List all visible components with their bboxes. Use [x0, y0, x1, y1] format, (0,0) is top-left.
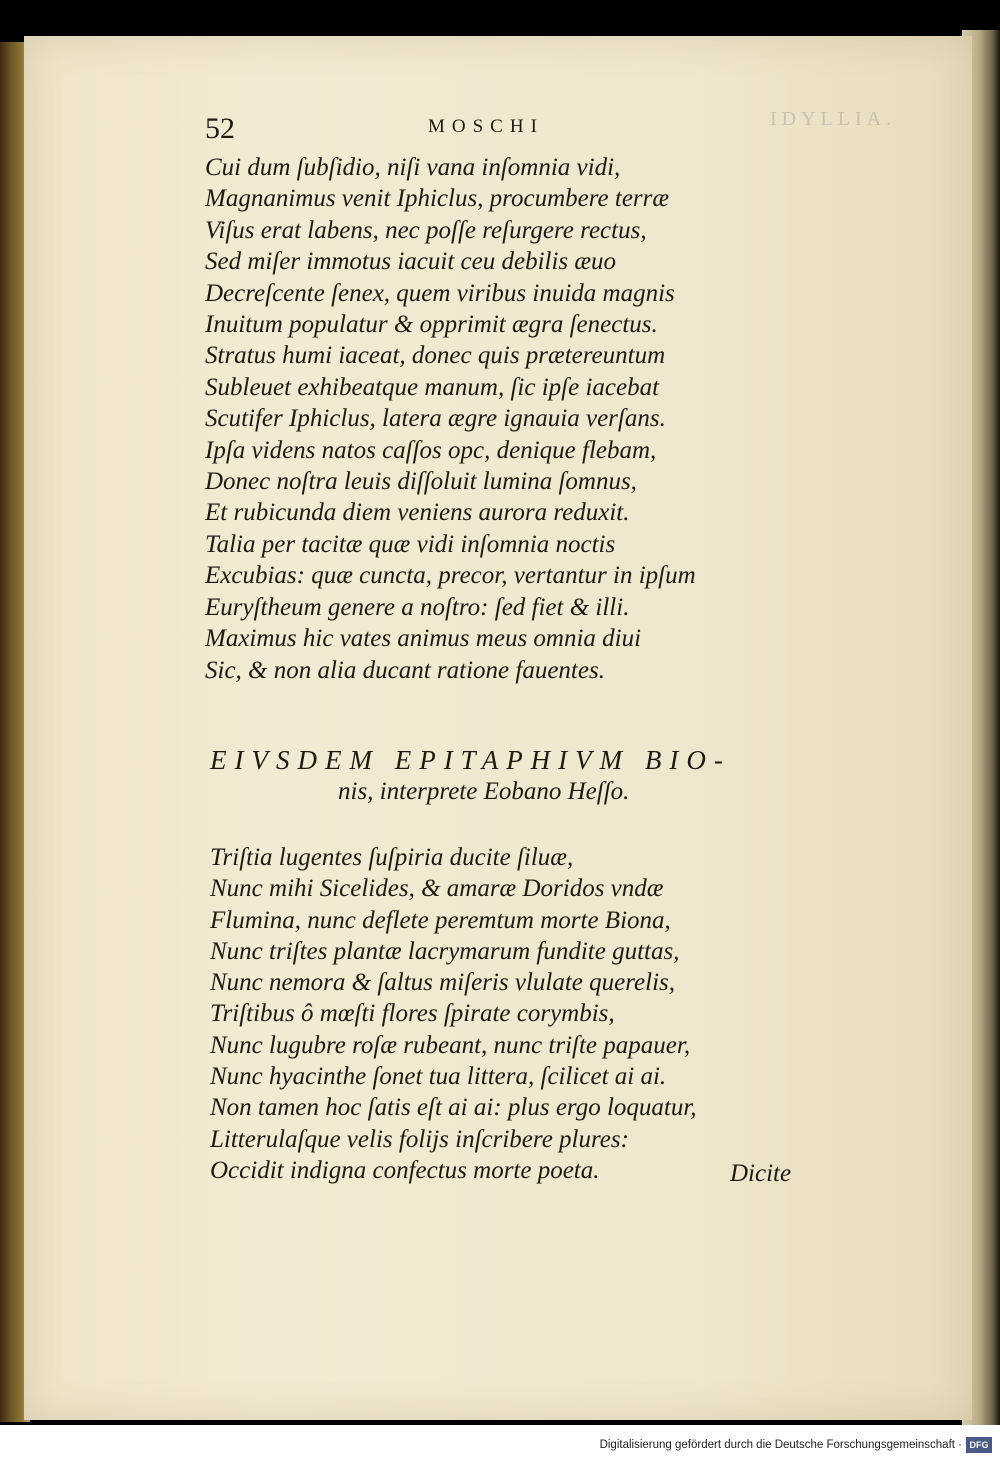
running-head: MOSCHI	[428, 116, 544, 137]
dfg-logo: DFG	[966, 1437, 992, 1453]
verse-line: Inuitum populatur & opprimit ægra ſenectus.	[205, 311, 658, 339]
section-heading	[210, 745, 810, 806]
verse-line: Cui dum ſubſidio, niſi vana inſomnia vidi,	[205, 154, 621, 181]
verse-line: Non tamen hoc ſatis eſt ai ai: plus ergo loquatur,	[210, 1094, 697, 1122]
verse-line: Et rubicunda diem veniens aurora reduxit.	[205, 499, 630, 527]
verse-line: Stratus humi iaceat, donec quis prætereuntum	[205, 342, 666, 370]
heading-line-two: nis, interprete Eobano Heſſo.	[338, 778, 630, 805]
verse-line: Sic, & non alia ducant ratione fauentes.	[205, 656, 605, 684]
verse-line: Ipſa videns natos caſſos opc, denique flebam,	[205, 436, 657, 464]
catchword: Dicite	[730, 1160, 792, 1187]
verse-block-two	[210, 842, 770, 1186]
verse-line: Triſtia lugentes ſuſpiria ducite ſiluæ,	[210, 844, 574, 871]
verse-line: Nunc triſtes plantæ lacrymarum fundite guttas,	[210, 937, 680, 965]
verse-line: Donec noſtra leuis diſſoluit lumina ſomnus,	[205, 468, 637, 496]
verse-line: Nunc mihi Sicelides, & amaræ Doridos vndæ	[210, 875, 664, 903]
verse-line: Sed miſer immotus iacuit ceu debilis æuo	[205, 248, 617, 276]
verse-line: Euryſtheum genere a noſtro: ſed fiet & illi.	[205, 593, 630, 621]
heading-line-one: EIVSDEM EPITAPHIVM BIO-	[210, 745, 731, 775]
verse-line: Viſus erat labens, nec poſſe reſurgere rectus,	[205, 216, 647, 244]
verse-line: Nunc hyacinthe ſonet tua littera, ſcilicet ai ai.	[210, 1063, 667, 1091]
verse-line: Scutifer Iphiclus, latera ægre ignauia verſans.	[205, 405, 666, 433]
verse-line: Talia per tacitæ quæ vidi inſomnia noctis	[205, 530, 616, 558]
funding-notice: Digitalisierung gefördert durch die Deutsche Forschungsgemeinschaft ·	[599, 1439, 962, 1451]
verse-line: Flumina, nunc deflete peremtum morte Biona,	[210, 906, 671, 934]
verse-line: Occidit indigna confectus morte poeta.	[210, 1156, 600, 1184]
verse-line: Triſtibus ô mœſti flores ſpirate corymbis,	[210, 1000, 615, 1028]
facing-page-running-head: IDYLLIA.	[770, 108, 897, 130]
verse-line: Nunc nemora & ſaltus miſeris vlulate querelis,	[210, 969, 676, 997]
verse-block-one	[205, 152, 765, 686]
verse-line: Litterulaſque velis folijs inſcribere plures:	[210, 1125, 629, 1153]
verse-line: Nunc lugubre roſæ rubeant, nunc triſte papauer,	[210, 1031, 691, 1059]
page-number: 52	[205, 112, 235, 145]
verse-line: Decreſcente ſenex, quem viribus inuida magnis	[205, 279, 675, 307]
verse-line: Excubias: quæ cuncta, precor, vertantur in ipſum	[205, 562, 696, 590]
verse-line: Subleuet exhibeatque manum, ſic ipſe iacebat	[205, 373, 660, 401]
verse-line: Magnanimus venit Iphiclus, procumbere terræ	[205, 185, 670, 213]
verse-line: Maximus hic vates animus meus omnia diui	[205, 625, 642, 653]
footer-bar	[0, 1425, 1000, 1467]
